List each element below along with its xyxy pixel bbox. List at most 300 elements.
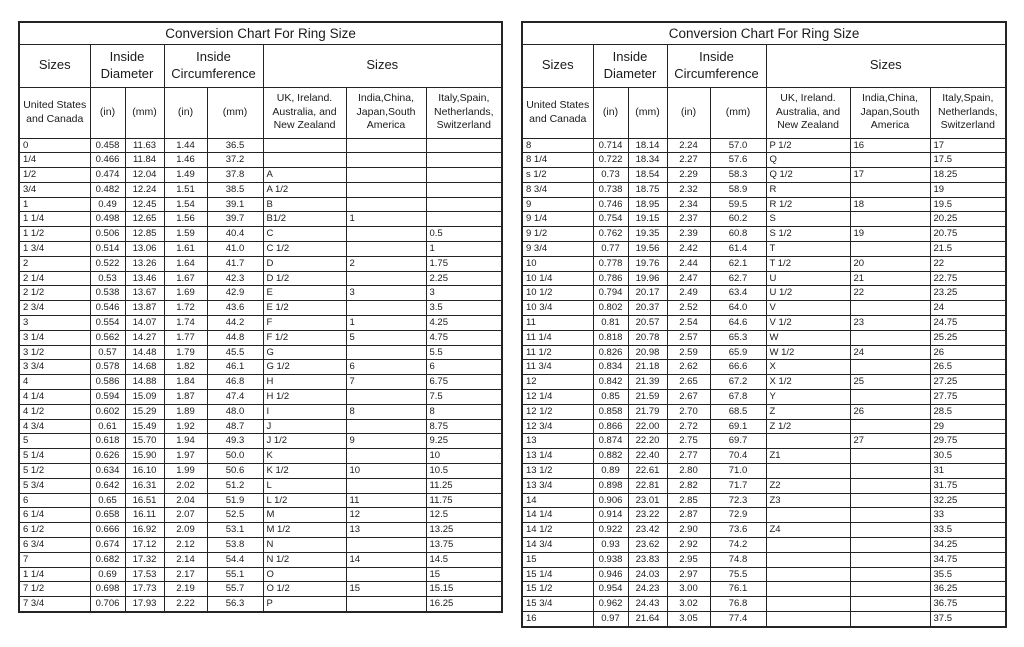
table-cell: 1.44 (164, 138, 207, 153)
table-cell: 17.5 (930, 153, 1006, 168)
table-cell: 76.1 (710, 582, 766, 597)
table-cell: 15.29 (125, 404, 164, 419)
table-cell: 3.00 (667, 582, 710, 597)
table-cell: 11 1/2 (522, 345, 593, 360)
table-cell: 0.642 (90, 478, 125, 493)
table-cell (850, 523, 930, 538)
table-cell: 0.946 (593, 567, 628, 582)
table-cell: 7 (19, 552, 90, 567)
table-cell: 1.99 (164, 464, 207, 479)
table-row (522, 301, 1006, 316)
table-cell: 13.06 (125, 242, 164, 257)
table-cell: 43.6 (207, 301, 263, 316)
table-cell: 2.85 (667, 493, 710, 508)
table-cell: 1 (19, 197, 90, 212)
table-cell: 36.5 (207, 138, 263, 153)
table-cell: 2.04 (164, 493, 207, 508)
table-cell: 17.73 (125, 582, 164, 597)
table-cell: 2.57 (667, 330, 710, 345)
table-cell: L (263, 478, 346, 493)
table-title: Conversion Chart For Ring Size (522, 22, 1006, 44)
table-cell: 0.538 (90, 286, 125, 301)
table-cell: 52.5 (207, 508, 263, 523)
table-cell: 17.12 (125, 538, 164, 553)
table-cell: D 1/2 (263, 271, 346, 286)
table-cell: 33.5 (930, 523, 1006, 538)
table-title-row (19, 22, 502, 44)
table-cell: 9 (522, 197, 593, 212)
table-cell: 11 (346, 493, 426, 508)
table-cell: 16.92 (125, 523, 164, 538)
table-cell: C (263, 227, 346, 242)
col-header-diameter-in: (in) (593, 87, 628, 138)
table-cell: F (263, 316, 346, 331)
table-cell: V 1/2 (766, 316, 850, 331)
table-cell: 13.87 (125, 301, 164, 316)
table-cell: 21.39 (628, 375, 667, 390)
table-cell: 11 (522, 316, 593, 331)
col-group-sizes-us: Sizes (522, 44, 593, 87)
table-cell: 31 (930, 464, 1006, 479)
table-cell: 24.03 (628, 567, 667, 582)
table-cell: 19.35 (628, 227, 667, 242)
table-cell: B (263, 197, 346, 212)
table-cell: 1 3/4 (19, 242, 90, 257)
table-cell (850, 153, 930, 168)
table-cell: 70.4 (710, 449, 766, 464)
table-cell: 0.834 (593, 360, 628, 375)
table-cell: 4 3/4 (19, 419, 90, 434)
table-cell: 0.914 (593, 508, 628, 523)
col-header-diameter-mm: (mm) (628, 87, 667, 138)
table-cell: 0.938 (593, 552, 628, 567)
table-cell: 69.7 (710, 434, 766, 449)
table-cell: 77.4 (710, 612, 766, 627)
table-cell: Z1 (766, 449, 850, 464)
table-cell: 1.46 (164, 153, 207, 168)
table-cell: 48.7 (207, 419, 263, 434)
table-row (522, 567, 1006, 582)
table-cell: 6.75 (426, 375, 502, 390)
table-cell (850, 449, 930, 464)
table-cell: 9 3/4 (522, 242, 593, 257)
table-cell (346, 227, 426, 242)
table-cell: 2.82 (667, 478, 710, 493)
table-cell: L 1/2 (263, 493, 346, 508)
table-cell (346, 138, 426, 153)
table-cell: 0.962 (593, 597, 628, 612)
table-cell: W (766, 330, 850, 345)
table-cell: 19.15 (628, 212, 667, 227)
table-cell: 19.76 (628, 256, 667, 271)
table-cell: 2.90 (667, 523, 710, 538)
table-cell: 8 (346, 404, 426, 419)
table-cell: U (766, 271, 850, 286)
table-cell: R 1/2 (766, 197, 850, 212)
table-cell: 2.77 (667, 449, 710, 464)
table-cell: 2.47 (667, 271, 710, 286)
table-cell: 21.64 (628, 612, 667, 627)
table-cell: 17 (850, 168, 930, 183)
table-cell: 14 (522, 493, 593, 508)
table-cell: E 1/2 (263, 301, 346, 316)
table-cell: K 1/2 (263, 464, 346, 479)
table-cell: 53.1 (207, 523, 263, 538)
table-cell: 1.94 (164, 434, 207, 449)
table-cell: 2.24 (667, 138, 710, 153)
table-row (19, 464, 502, 479)
table-cell: 6 3/4 (19, 538, 90, 553)
table-cell: 4 1/2 (19, 404, 90, 419)
table-cell: 1.61 (164, 242, 207, 257)
table-cell: 45.5 (207, 345, 263, 360)
table-cell (766, 464, 850, 479)
table-cell: 4.75 (426, 330, 502, 345)
table-cell: 2.72 (667, 419, 710, 434)
table-cell: 9 1/4 (522, 212, 593, 227)
table-cell: 11.75 (426, 493, 502, 508)
table-cell: 71.7 (710, 478, 766, 493)
table-cell: 3.05 (667, 612, 710, 627)
table-cell: 51.2 (207, 478, 263, 493)
table-cell (766, 582, 850, 597)
col-group-sizes-intl: Sizes (263, 44, 502, 87)
table-cell: 0.618 (90, 434, 125, 449)
table-cell: A (263, 168, 346, 183)
table-cell: 22.81 (628, 478, 667, 493)
table-cell: 0.762 (593, 227, 628, 242)
table-cell: 0.602 (90, 404, 125, 419)
table-cell: 47.4 (207, 390, 263, 405)
table-cell: 2.34 (667, 197, 710, 212)
table-cell: 46.8 (207, 375, 263, 390)
table-cell: 16.11 (125, 508, 164, 523)
table-row (522, 434, 1006, 449)
table-cell: 21.59 (628, 390, 667, 405)
table-cell: 26 (930, 345, 1006, 360)
table-cell: 23.42 (628, 523, 667, 538)
table-cell: 48.0 (207, 404, 263, 419)
table-row (522, 330, 1006, 345)
table-cell: M 1/2 (263, 523, 346, 538)
table-cell (346, 168, 426, 183)
table-cell: 8.75 (426, 419, 502, 434)
table-cell: 20 (850, 256, 930, 271)
table-cell: 8 1/4 (522, 153, 593, 168)
table-cell: 72.3 (710, 493, 766, 508)
table-cell: 2.59 (667, 345, 710, 360)
table-cell: 1.69 (164, 286, 207, 301)
table-cell: 1.72 (164, 301, 207, 316)
table-cell: 20.57 (628, 316, 667, 331)
table-cell: 1.51 (164, 182, 207, 197)
table-row (19, 330, 502, 345)
table-cell (850, 612, 930, 627)
table-cell: 5 1/4 (19, 449, 90, 464)
table-cell: 58.9 (710, 182, 766, 197)
table-cell: 18.95 (628, 197, 667, 212)
table-cell: 42.3 (207, 271, 263, 286)
table-cell: J 1/2 (263, 434, 346, 449)
col-header-diameter-mm: (mm) (125, 87, 164, 138)
table-row (522, 316, 1006, 331)
table-row (19, 345, 502, 360)
table-cell (850, 360, 930, 375)
table-cell: 2.12 (164, 538, 207, 553)
table-cell: 62.1 (710, 256, 766, 271)
table-cell: 38.5 (207, 182, 263, 197)
table-cell: 15 (522, 552, 593, 567)
table-cell: 13.25 (426, 523, 502, 538)
table-cell: 2.17 (164, 567, 207, 582)
table-cell: 13.67 (125, 286, 164, 301)
table-row (522, 478, 1006, 493)
table-cell: 1 1/4 (19, 567, 90, 582)
table-cell (426, 153, 502, 168)
table-cell: 17.93 (125, 597, 164, 612)
table-cell: 0.754 (593, 212, 628, 227)
table-cell: G (263, 345, 346, 360)
table-row (522, 597, 1006, 612)
table-cell: 8 (426, 404, 502, 419)
table-cell: 12.24 (125, 182, 164, 197)
table-cell: C 1/2 (263, 242, 346, 257)
col-header-circumference-in: (in) (667, 87, 710, 138)
table-cell: K (263, 449, 346, 464)
table-cell: 1/2 (19, 168, 90, 183)
table-cell: 26 (850, 404, 930, 419)
table-cell: 10 1/4 (522, 271, 593, 286)
col-header-circumference-mm: (mm) (710, 87, 766, 138)
table-row (19, 597, 502, 612)
table-row (522, 375, 1006, 390)
table-cell: 20.25 (930, 212, 1006, 227)
table-cell: 25 (850, 375, 930, 390)
table-cell: 0.682 (90, 552, 125, 567)
table-cell: 0.858 (593, 404, 628, 419)
table-cell: 72.9 (710, 508, 766, 523)
table-cell (426, 212, 502, 227)
table-cell: 2 (19, 256, 90, 271)
table-cell: 1.97 (164, 449, 207, 464)
table-cell: S (766, 212, 850, 227)
table-cell: 0.746 (593, 197, 628, 212)
table-cell: Q 1/2 (766, 168, 850, 183)
table-cell: 50.0 (207, 449, 263, 464)
col-header-circumference-mm: (mm) (207, 87, 263, 138)
table-row (522, 212, 1006, 227)
table-cell: 2.29 (667, 168, 710, 183)
col-group-sizes-intl: Sizes (766, 44, 1006, 87)
table-cell: 37.5 (930, 612, 1006, 627)
table-cell: 64.6 (710, 316, 766, 331)
table-cell: 55.1 (207, 567, 263, 582)
table-row (19, 508, 502, 523)
table-cell: O 1/2 (263, 582, 346, 597)
table-cell: 25.25 (930, 330, 1006, 345)
table-cell: 27.25 (930, 375, 1006, 390)
table-cell: 20.75 (930, 227, 1006, 242)
table-cell: 1/4 (19, 153, 90, 168)
table-cell: Q (766, 153, 850, 168)
table-cell: 23.22 (628, 508, 667, 523)
table-cell: 3 (19, 316, 90, 331)
table-cell: 16.31 (125, 478, 164, 493)
table-cell (346, 419, 426, 434)
table-row (19, 419, 502, 434)
table-cell: 14.5 (426, 552, 502, 567)
table-cell: 49.3 (207, 434, 263, 449)
col-group-inside-circumference: Inside Circumference (164, 44, 263, 87)
table-cell: 19.56 (628, 242, 667, 257)
table-cell: H (263, 375, 346, 390)
table-cell: 3 (426, 286, 502, 301)
table-cell: O (263, 567, 346, 582)
column-group-row (19, 44, 502, 87)
table-cell: Y (766, 390, 850, 405)
table-cell: 15 1/2 (522, 582, 593, 597)
table-cell: 8 (522, 138, 593, 153)
table-cell: X 1/2 (766, 375, 850, 390)
table-cell: 19 (930, 182, 1006, 197)
table-cell: 0.794 (593, 286, 628, 301)
table-cell: 13 (346, 523, 426, 538)
table-cell: 1.56 (164, 212, 207, 227)
table-cell (426, 197, 502, 212)
table-cell: 15.09 (125, 390, 164, 405)
table-cell: 14.27 (125, 330, 164, 345)
table-cell: 16.25 (426, 597, 502, 612)
table-cell: 21.18 (628, 360, 667, 375)
table-cell: 57.0 (710, 138, 766, 153)
table-cell: 56.3 (207, 597, 263, 612)
col-header-india-china: India,China, Japan,South America (346, 87, 426, 138)
table-row (522, 404, 1006, 419)
table-row (522, 256, 1006, 271)
table-cell: 40.4 (207, 227, 263, 242)
table-cell: 0.81 (593, 316, 628, 331)
table-cell: 15.90 (125, 449, 164, 464)
table-cell: 26.5 (930, 360, 1006, 375)
table-cell (346, 390, 426, 405)
table-cell (346, 197, 426, 212)
table-cell: 2.44 (667, 256, 710, 271)
table-cell: 21.79 (628, 404, 667, 419)
table-row (19, 449, 502, 464)
table-cell: Z (766, 404, 850, 419)
table-cell: 11.84 (125, 153, 164, 168)
table-cell: 0.778 (593, 256, 628, 271)
table-row (522, 153, 1006, 168)
col-header-us-canada: United States and Canada (19, 87, 90, 138)
table-cell: 18.14 (628, 138, 667, 153)
table-cell: 0.65 (90, 493, 125, 508)
table-row (19, 271, 502, 286)
table-cell: 69.1 (710, 419, 766, 434)
table-cell: 46.1 (207, 360, 263, 375)
table-row (522, 286, 1006, 301)
table-cell: 18.54 (628, 168, 667, 183)
table-row (19, 582, 502, 597)
table-cell: 12 (522, 375, 593, 390)
table-cell: s 1/2 (522, 168, 593, 183)
table-cell: 0.73 (593, 168, 628, 183)
table-cell: 0.626 (90, 449, 125, 464)
table-cell: 27 (850, 434, 930, 449)
table-cell: H 1/2 (263, 390, 346, 405)
table-cell: 0.97 (593, 612, 628, 627)
table-cell: 15.49 (125, 419, 164, 434)
table-cell: 19 (850, 227, 930, 242)
table-cell: 22 (850, 286, 930, 301)
table-cell: 1 1/2 (19, 227, 90, 242)
table-cell: 18.25 (930, 168, 1006, 183)
table-cell (426, 182, 502, 197)
table-cell: 20.37 (628, 301, 667, 316)
table-title: Conversion Chart For Ring Size (19, 22, 502, 44)
ring-size-table-left (18, 21, 503, 613)
table-row (19, 242, 502, 257)
table-cell: 0.554 (90, 316, 125, 331)
table-cell: 23.62 (628, 538, 667, 553)
table-cell: 12.04 (125, 168, 164, 183)
table-cell: 9 (346, 434, 426, 449)
table-cell: 0.562 (90, 330, 125, 345)
col-header-uk-ireland: UK, Ireland. Australia, and New Zealand (766, 87, 850, 138)
table-cell: 39.7 (207, 212, 263, 227)
table-cell: Z4 (766, 523, 850, 538)
table-cell: 23.25 (930, 286, 1006, 301)
table-cell: 61.4 (710, 242, 766, 257)
table-cell: 12 1/2 (522, 404, 593, 419)
table-cell (346, 567, 426, 582)
table-row (19, 552, 502, 567)
table-cell: 3.02 (667, 597, 710, 612)
table-cell: 1.84 (164, 375, 207, 390)
table-cell (850, 567, 930, 582)
table-cell: 1.64 (164, 256, 207, 271)
table-cell: 22.00 (628, 419, 667, 434)
table-cell: 0.634 (90, 464, 125, 479)
table-cell: Z3 (766, 493, 850, 508)
table-cell: 15 3/4 (522, 597, 593, 612)
table-cell: 0.954 (593, 582, 628, 597)
table-cell: 9 1/2 (522, 227, 593, 242)
table-cell: 2 (346, 256, 426, 271)
table-cell: 7 (346, 375, 426, 390)
table-cell: V (766, 301, 850, 316)
table-cell: 67.8 (710, 390, 766, 405)
col-header-italy-spain: Italy,Spain, Netherlands, Switzerland (930, 87, 1006, 138)
table-cell: 1.67 (164, 271, 207, 286)
col-header-diameter-in: (in) (90, 87, 125, 138)
table-cell: 9.25 (426, 434, 502, 449)
table-cell: 0.786 (593, 271, 628, 286)
table-cell: 27.75 (930, 390, 1006, 405)
table-row (522, 464, 1006, 479)
table-cell (346, 271, 426, 286)
table-cell: 0.93 (593, 538, 628, 553)
table-cell: 31.75 (930, 478, 1006, 493)
table-cell: 23.01 (628, 493, 667, 508)
table-row (522, 538, 1006, 553)
table-cell: 10 (522, 256, 593, 271)
table-cell: 0.498 (90, 212, 125, 227)
table-cell: 15.70 (125, 434, 164, 449)
table-cell: 14 3/4 (522, 538, 593, 553)
table-cell: 1.49 (164, 168, 207, 183)
table-cell: 12 3/4 (522, 419, 593, 434)
